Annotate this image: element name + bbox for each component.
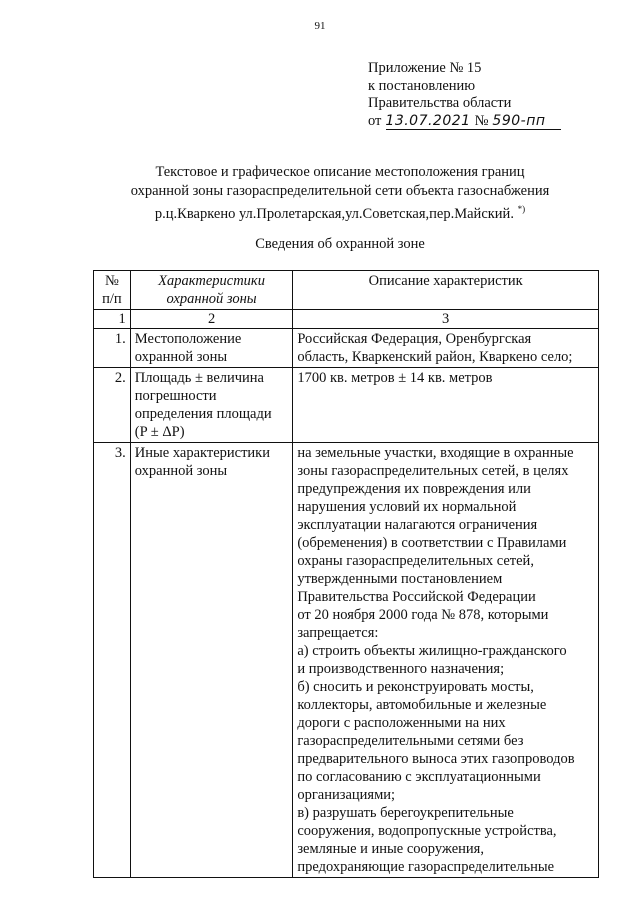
- characteristic-line: Площадь ± величина: [134, 370, 264, 386]
- description-line: нарушения условий их нормальной: [297, 499, 517, 515]
- page-number: 91: [314, 20, 326, 32]
- description-line: предупреждения их повреждения или: [297, 481, 531, 497]
- characteristic-line: охранной зоны: [134, 349, 228, 365]
- header-number: [94, 271, 131, 310]
- table-row: [94, 368, 599, 443]
- header-number-line-1: №: [104, 273, 119, 289]
- description-line: 1700 кв. метров ± 14 кв. метров: [297, 370, 493, 386]
- title-line-3: [60, 200, 620, 223]
- characteristic-line: определения площади: [134, 406, 272, 422]
- column-number-3: 3: [293, 310, 599, 329]
- row-description: [293, 329, 599, 368]
- header-characteristics-line-2: охранной зоны: [166, 291, 257, 307]
- appendix-date-line: [368, 113, 550, 131]
- appendix-line-1: Приложение № 15: [368, 60, 482, 76]
- description-line: в) разрушать берегоукрепительные: [297, 805, 514, 821]
- description-line: на земельные участки, входящие в охранные: [297, 445, 574, 461]
- zone-info-table: [93, 270, 599, 878]
- row-number: 1.: [94, 329, 131, 368]
- description-line: б) сносить и реконструировать мосты,: [297, 679, 534, 695]
- header-description: Описание характеристик: [293, 271, 599, 310]
- description-line: а) строить объекты жилищно-гражданского: [297, 643, 567, 659]
- description-line: Российская Федерация, Оренбургская: [297, 331, 532, 347]
- description-line: охраны газораспределительных сетей,: [297, 553, 534, 569]
- description-line: земляные и иные сооружения,: [297, 841, 484, 857]
- appendix-header: [368, 60, 550, 130]
- description-line: предохраняющие газораспределительные: [297, 859, 555, 875]
- header-number-line-2: п/п: [102, 291, 122, 307]
- title-line-2: охранной зоны газораспределительной сети объекта газоснабжения: [130, 182, 550, 199]
- description-line: предварительного выноса этих газопроводов: [297, 751, 575, 767]
- description-line: коллекторы, автомобильные и железные: [297, 697, 547, 713]
- column-number-row: [94, 310, 599, 329]
- handwritten-date: 13.07.2021: [385, 112, 471, 129]
- title-line-3-text: р.ц.Кваркено ул.Пролетарская,ул.Советская,пер.Майский.: [154, 205, 514, 222]
- description-line: утвержденными постановлением: [297, 571, 503, 587]
- row-characteristic: [130, 329, 293, 368]
- appendix-line-2: к постановлению: [368, 77, 476, 94]
- signature-underline: [386, 129, 561, 130]
- appendix-line-3: Правительства области: [368, 95, 512, 111]
- characteristic-line: погрешности: [134, 388, 217, 404]
- description-line: сооружения, водопропускные устройства,: [297, 823, 557, 839]
- description-line: запрещается:: [297, 625, 379, 641]
- header-characteristics-line-1: Характеристики: [158, 273, 265, 289]
- table-header-row: [94, 271, 599, 310]
- description-line: зоны газораспределительных сетей, в целях: [297, 463, 569, 479]
- title-line-1: Текстовое и графическое описание местоположения границ: [155, 164, 525, 180]
- row-description: [293, 368, 599, 443]
- handwritten-number: 590-пп: [492, 112, 546, 129]
- column-number-2: 2: [130, 310, 293, 329]
- description-line: по согласованию с эксплуатационными: [297, 769, 541, 785]
- description-line: дороги с расположенными на них: [297, 715, 506, 731]
- description-line: Правительства Российской Федерации: [297, 589, 536, 605]
- from-label: от: [368, 112, 382, 129]
- row-description: [293, 443, 599, 878]
- description-line: (обременения) в соответствии с Правилами: [297, 535, 567, 551]
- characteristic-line: охранной зоны: [134, 463, 228, 479]
- description-line: эксплуатации налагаются ограничения: [297, 517, 538, 533]
- row-number: 3.: [94, 443, 131, 878]
- document-title: [60, 163, 620, 223]
- column-number-1: 1: [94, 310, 131, 329]
- description-line: и производственного назначения;: [297, 661, 505, 677]
- description-line: область, Кваркенский район, Кваркено село;: [297, 349, 573, 365]
- description-line: газораспределительными сетями без: [297, 733, 524, 749]
- description-line: от 20 ноября 2000 года № 878, которыми: [297, 607, 549, 623]
- footnote-mark: *): [517, 204, 526, 214]
- characteristic-line: Местоположение: [134, 331, 242, 347]
- description-line: организациями;: [297, 787, 396, 803]
- table-row: [94, 443, 599, 878]
- header-characteristics: [130, 271, 293, 310]
- row-characteristic: [130, 443, 293, 878]
- table-row: [94, 329, 599, 368]
- section-subtitle: Сведения об охранной зоне: [255, 236, 425, 252]
- row-characteristic: [130, 368, 293, 443]
- characteristic-line: (P ± ΔP): [134, 424, 185, 440]
- number-label: №: [474, 112, 489, 129]
- characteristic-line: Иные характеристики: [134, 445, 270, 461]
- row-number: 2.: [94, 368, 131, 443]
